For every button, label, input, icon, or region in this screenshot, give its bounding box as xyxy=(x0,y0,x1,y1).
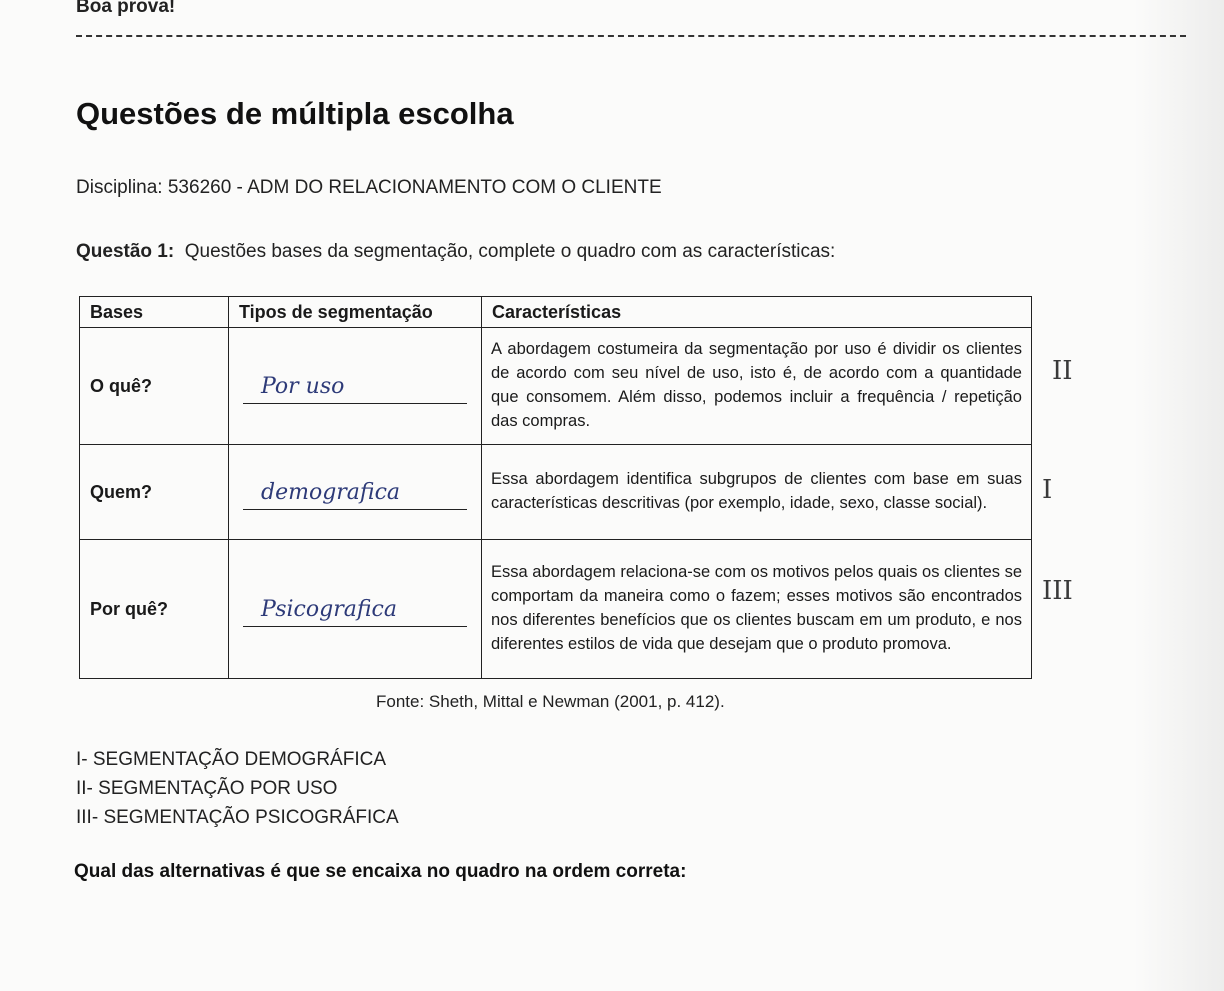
legend-item: II- SEGMENTAÇÃO POR USO xyxy=(76,778,338,799)
table-header-row xyxy=(80,297,1032,328)
characteristics-cell: Essa abordagem identifica subgrupos de clientes com base em suas características descritivas (por exemplo, idade, sexo, classe social). xyxy=(482,445,1032,540)
header-bases: Bases xyxy=(80,297,229,328)
legend-list xyxy=(76,745,399,832)
question-statement xyxy=(76,241,835,263)
header-caracteristicas: Características xyxy=(482,297,1032,328)
table-row xyxy=(80,328,1032,445)
table-source: Fonte: Sheth, Mittal e Newman (2001, p. 412). xyxy=(376,692,725,711)
page-title: Questões de múltipla escolha xyxy=(76,96,514,131)
dashed-divider xyxy=(76,35,1186,37)
header-tipos: Tipos de segmentação xyxy=(229,297,482,328)
header-note: Boa prova! xyxy=(76,0,176,17)
characteristics-cell: A abordagem costumeira da segmentação por uso é dividir os clientes de acordo com seu nível de uso, isto é, de acordo com a quantidade que consomem. Além disso, podemos incluir a frequência / repetição das compras. xyxy=(482,328,1032,445)
margin-mark: II xyxy=(1052,356,1073,386)
table-row xyxy=(80,540,1032,679)
question-text: Questões bases da segmentação, complete o quadro com as características: xyxy=(184,241,836,262)
segmentation-table xyxy=(79,296,1032,679)
question-label: Questão 1: xyxy=(76,241,175,262)
margin-mark: I xyxy=(1042,475,1053,505)
handwritten-answer: Por uso xyxy=(243,374,467,404)
base-cell: Por quê? xyxy=(80,540,229,679)
characteristics-cell: Essa abordagem relaciona-se com os motivos pelos quais os clientes se comportam da maneira como o fazem; esses motivos são encontrados nos diferentes benefícios que os clientes buscam em um produto, e nos diferentes estilos de vida que desejam que o produto promova. xyxy=(482,540,1032,679)
handwritten-answer: Psicografica xyxy=(243,597,467,627)
type-cell xyxy=(229,328,482,445)
handwritten-answer: demografica xyxy=(243,480,467,510)
page-edge-shadow xyxy=(1134,0,1224,991)
margin-mark: III xyxy=(1042,576,1073,606)
table-row xyxy=(80,445,1032,540)
type-cell xyxy=(229,445,482,540)
base-cell: O quê? xyxy=(80,328,229,445)
discipline-line: Disciplina: 536260 - ADM DO RELACIONAMENTO COM O CLIENTE xyxy=(76,177,662,198)
answer-prompt: Qual das alternativas é que se encaixa no quadro na ordem correta: xyxy=(74,861,687,882)
base-cell: Quem? xyxy=(80,445,229,540)
legend-item: III- SEGMENTAÇÃO PSICOGRÁFICA xyxy=(76,807,399,828)
type-cell xyxy=(229,540,482,679)
legend-item: I- SEGMENTAÇÃO DEMOGRÁFICA xyxy=(76,749,387,770)
